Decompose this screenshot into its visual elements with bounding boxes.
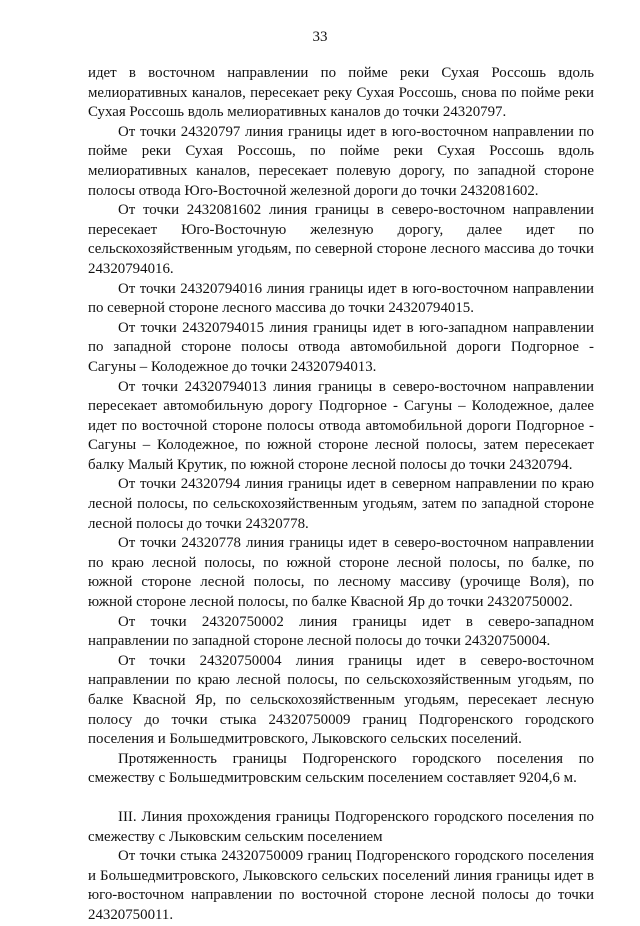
paragraph: От точки стыка 24320750009 границ Подгоренского городского поселения и Большедмитровского, Лыковского сельских поселений линия границы идет в юго-восточном направлении по восточной стороне лесной полосы до точки 24320750011. [88, 848, 594, 923]
paragraph: От точки 2432081602 линия границы в северо-восточном направлении пересекает Юго-Восточную железную дорогу, далее идет по сельскохозяйственным угодьям, по северной стороне лесного массива до точки 24320794016. [88, 202, 594, 277]
text-body [88, 64, 594, 926]
paragraph: От точки 24320750002 линия границы идет в северо-западном направлении по западной стороне лесной полосы до точки 24320750004. [88, 613, 594, 650]
paragraph: От точки 24320794 линия границы идет в северном направлении по краю лесной полосы, по сельскохозяйственным угодьям, затем по западной стороне лесной полосы до точки 24320778. [88, 476, 594, 532]
paragraph: От точки 24320794013 линия границы в северо-восточном направлении пересекает автомобильную дорогу Подгорное - Сагуны – Колодежное, далее идет по восточной стороне полосы отвода автомобильной дороги Подгорное - Сагуны – Колодежное, по южной стороне лесной полосы, затем пересекает балку Малый Крутик, по южной стороне лесной полосы до точки 24320794. [88, 378, 594, 473]
paragraph: Протяженность границы Подгоренского городского поселения по смежеству с Большедмитровским сельским поселением составляет 9204,6 м. [88, 750, 594, 787]
paragraph: От точки 24320794015 линия границы идет в юго-западном направлении по западной стороне полосы отвода автомобильной дороги Подгорное - Сагуны – Колодежное до точки 24320794013. [88, 319, 594, 375]
paragraph: идет в восточном направлении по пойме реки Сухая Россошь вдоль мелиоративных каналов, пересекает реку Сухая Россошь, снова по пойме реки Сухая Россошь вдоль мелиоративных каналов до точки 24320797. [88, 65, 594, 121]
paragraph: От точки 24320778 линия границы идет в северо-восточном направлении по краю лесной полосы, по южной стороне лесной полосы, по балке, по южной стороне лесной полосы, по лесному массиву (урочище Воля), по южной стороне лесной полосы, по балке Квасной Яр до точки 24320750002. [88, 535, 594, 611]
paragraph: От точки 24320794016 линия границы идет в юго-восточном направлении по северной стороне лесного массива до точки 24320794015. [88, 280, 594, 317]
section-gap [88, 789, 594, 808]
section-heading: III. Линия прохождения границы Подгоренского городского поселения по смежеству с Лыковским сельским поселением [88, 808, 594, 845]
page-number: 33 [312, 29, 328, 45]
paragraph: От точки 24320750004 линия границы идет в северо-восточном направлении по краю лесной полосы, по сельскохозяйственным угодьям, по балке Квасной Яр, по сельскохозяйственным угодьям, пересекает лесную полосу до точки стыка 24320750009 границ Подгоренского городского поселения и Большедмитровского, Лыковского сельских поселений. [88, 652, 594, 748]
paragraph: От точки 24320797 линия границы идет в юго-восточном направлении по пойме реки Сухая Россошь, по пойме реки Сухая Россошь вдоль мелиоративных каналов, пересекает полевую дорогу, по западной стороне полосы отвода Юго-Восточной железной дороги до точки 2432081602. [88, 123, 594, 199]
